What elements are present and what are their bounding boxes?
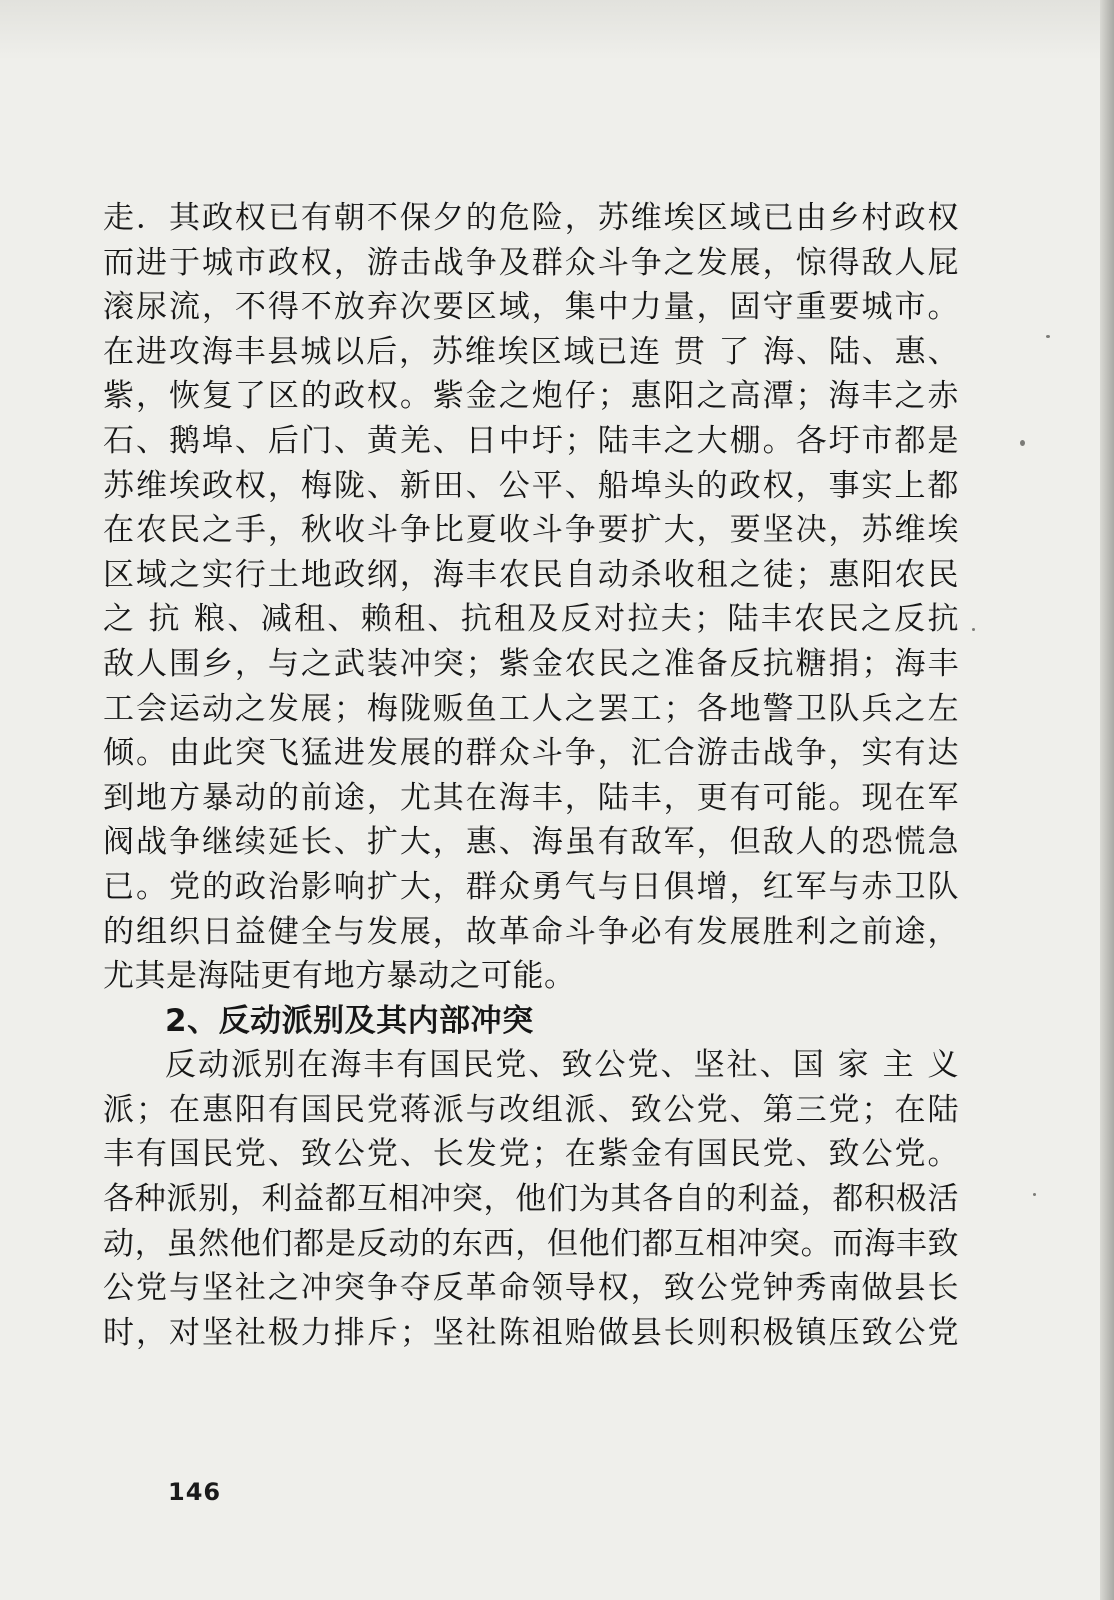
text-line: 派；在惠阳有国民党蒋派与改组派、致公党、第三党；在陆 [103, 1091, 959, 1128]
text-line: 阀战争继续延长、扩大，惠、海虽有敌军，但敌人的恐慌急 [103, 824, 959, 861]
text-line: 工会运动之发展；梅陇贩鱼工人之罢工；各地警卫队兵之左 [103, 690, 959, 727]
body-text [103, 196, 959, 1355]
text-line: 各种派别，利益都互相冲突，他们为其各自的利益，都积极活 [103, 1181, 959, 1218]
scan-speck [1020, 440, 1025, 446]
text-line: 公党与坚社之冲突争夺反革命领导权，致公党钟秀南做县长 [103, 1270, 959, 1307]
text-line: 时，对坚社极力排斥；坚社陈祖贻做县长则积极镇压致公党 [103, 1314, 959, 1351]
text-line: 在农民之手，秋收斗争比夏收斗争要扩大，要坚决，苏维埃 [103, 512, 959, 549]
scan-page-edge [1100, 0, 1114, 1600]
text-line: 到地方暴动的前途，尤其在海丰，陆丰，更有可能。现在军 [103, 779, 959, 816]
text-line: 滚尿流，不得不放弃次要区域，集中力量，固守重要城市。 [103, 289, 959, 326]
page-number: 146 [168, 1478, 222, 1506]
section-heading: 2、反动派别及其内部冲突 [165, 1002, 534, 1039]
text-line: 苏维埃政权，梅陇、新田、公平、船埠头的政权，事实上都 [103, 467, 959, 504]
text-line: 反动派别在海丰有国民党、致公党、坚社、国 家 主 义 [165, 1047, 959, 1084]
text-line: 敌人围乡，与之武装冲突；紫金农民之准备反抗糖捐；海丰 [103, 645, 959, 682]
text-line: 在进攻海丰县城以后，苏维埃区域已连 贯 了 海、陆、惠、 [103, 333, 959, 370]
scan-speck [1033, 1193, 1036, 1196]
text-line: 尤其是海陆更有地方暴动之可能。 [103, 958, 576, 995]
text-line: 而进于城市政权，游击战争及群众斗争之发展，惊得敌人屁 [103, 244, 959, 281]
text-line: 倾。由此突飞猛进发展的群众斗争，汇合游击战争，实有达 [103, 735, 959, 772]
text-line: 之 抗 粮、减租、赖租、抗租及反对拉夫；陆丰农民之反抗 [103, 601, 959, 638]
scan-speck [972, 628, 975, 631]
text-line: 丰有国民党、致公党、长发党；在紫金有国民党、致公党。 [103, 1136, 959, 1173]
text-line: 已。党的政治影响扩大，群众勇气与日俱增，红军与赤卫队 [103, 868, 959, 905]
scan-speck [1046, 335, 1050, 338]
text-line: 石、鹅埠、后门、黄羌、日中圩；陆丰之大棚。各圩市都是 [103, 422, 959, 459]
text-line: 区域之实行土地政纲，海丰农民自动杀收租之徒；惠阳农民 [103, 556, 959, 593]
scan-shading [0, 0, 1114, 60]
text-line: 走．其政权已有朝不保夕的危险，苏维埃区域已由乡村政权 [103, 200, 959, 236]
text-line: 的组织日益健全与发展，故革命斗争必有发展胜利之前途， [103, 913, 959, 950]
text-line: 动，虽然他们都是反动的东西，但他们都互相冲突。而海丰致 [103, 1225, 959, 1262]
text-line: 紫，恢复了区的政权。紫金之炮仔；惠阳之高潭；海丰之赤 [103, 378, 959, 415]
